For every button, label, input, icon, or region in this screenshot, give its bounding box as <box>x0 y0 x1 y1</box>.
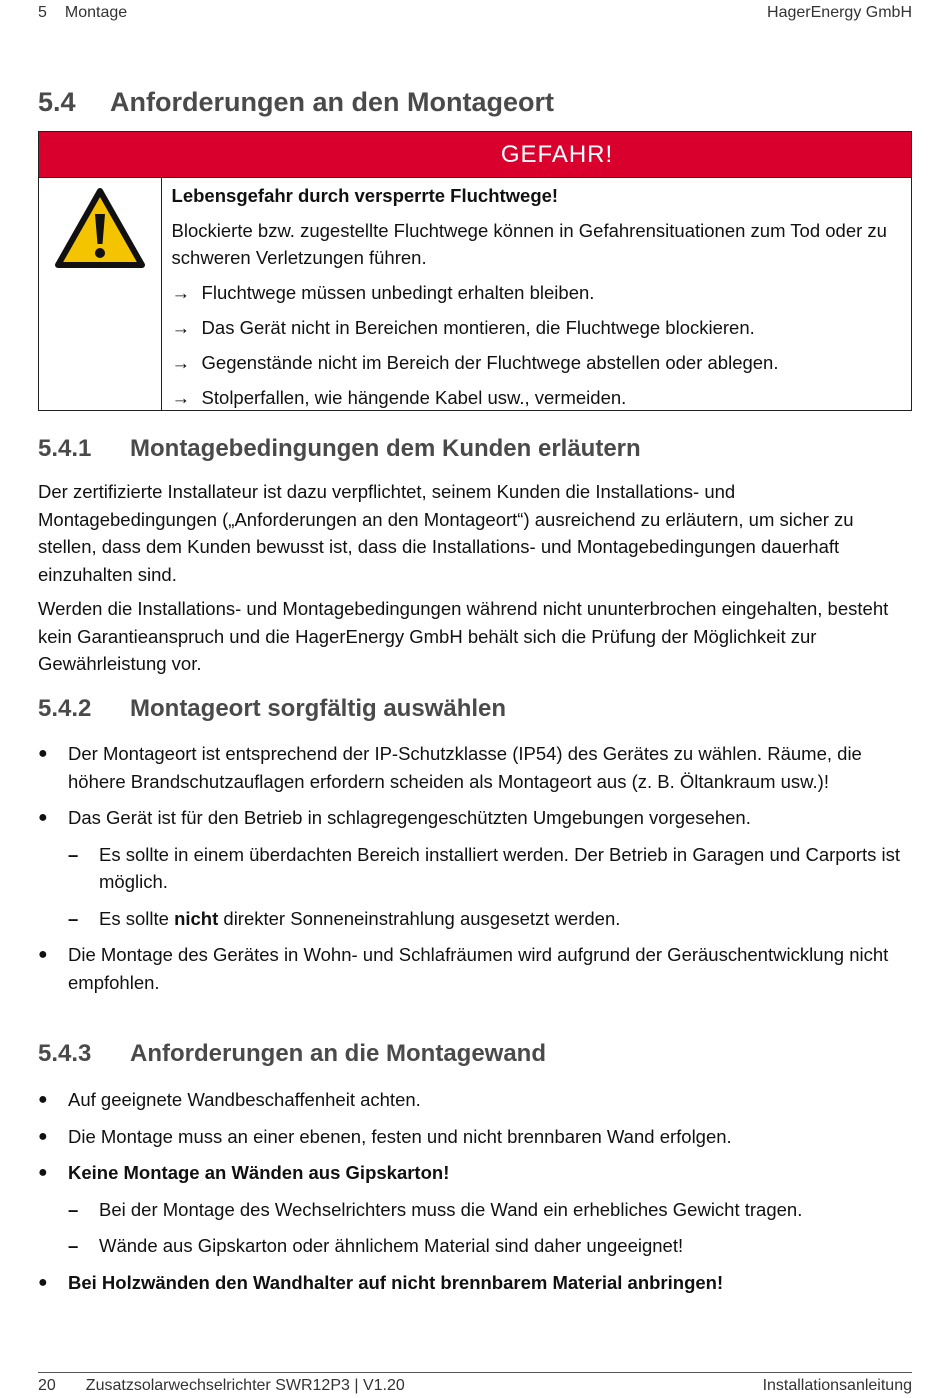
paragraph: Werden die Installations- und Montagebedingungen während nicht ununterbrochen eingehalten, besteht kein Garantieanspruch und die HagerEnergy GmbH behält sich die Prüfung der Möglichkeit zur Gewährleistung vor. <box>38 598 889 674</box>
list-item: ● Die Montage des Gerätes in Wohn- und Schlafräumen wird aufgrund der Geräuschentwicklung nicht empfohlen. <box>38 941 912 996</box>
page-footer <box>38 1372 912 1395</box>
warning-text <box>162 178 911 410</box>
arrow-icon: → <box>171 387 191 408</box>
header-company: HagerEnergy GmbH <box>767 4 912 21</box>
bullet-icon: ● <box>38 809 48 826</box>
warning-action-item: → Das Gerät nicht in Bereichen montieren, die Fluchtwege blockieren. <box>172 314 899 341</box>
list-item: ● Keine Montage an Wänden aus Gipskarton! <box>38 1159 912 1187</box>
warning-action-item: → Fluchtwege müssen unbedingt erhalten bleiben. <box>172 279 899 306</box>
subsection-number: 5.4.3 <box>38 1040 92 1067</box>
dash-icon: – <box>68 843 79 865</box>
list-item: ● Das Gerät ist für den Betrieb in schlagregengeschützten Umgebungen vorgesehen. <box>38 804 912 832</box>
warning-triangle-icon <box>53 186 147 270</box>
subsection-title-5-4-2 <box>38 695 506 723</box>
header-chapter-title: Montage <box>64 4 128 21</box>
subsection-5-4-1-body <box>38 478 908 685</box>
warning-description: Blockierte bzw. zugestellte Fluchtwege können in Gefahrensituationen zum Tod oder zu schweren Verletzungen führen. <box>171 220 887 268</box>
list-item: ● Der Montageort ist entsprechend der IP-Schutzklasse (IP54) des Gerätes zu wählen. Räume, die höhere Brandschutzauflagen erfordern scheiden als Montageort aus (z. B. Öltankraum usw.)! <box>38 740 912 795</box>
list-item: ● Auf geeignete Wandbeschaffenheit achten. <box>38 1086 912 1114</box>
subsection-5-4-2-list <box>38 740 912 1005</box>
subsection-title-text: Anforderungen an die Montagewand <box>130 1040 547 1067</box>
section-number: 5.4 <box>38 87 76 117</box>
footer-product: Zusatzsolarwechselrichter SWR12P3 | V1.20 <box>85 1377 405 1394</box>
dash-icon: – <box>68 907 79 929</box>
arrow-icon: → <box>171 282 191 303</box>
warning-title: Lebensgefahr durch versperrte Fluchtwege! <box>171 185 559 206</box>
bullet-icon: ● <box>38 946 48 963</box>
footer-document-type: Installationsanleitung <box>762 1377 912 1394</box>
bullet-icon: ● <box>38 1091 48 1108</box>
arrow-icon: → <box>171 352 191 373</box>
bullet-icon: ● <box>38 1164 48 1181</box>
sub-list-item: – Bei der Montage des Wechselrichters muss die Wand ein erhebliches Gewicht tragen. <box>38 1196 912 1224</box>
section-title <box>38 87 554 118</box>
page-header <box>38 2 912 24</box>
bullet-icon: ● <box>38 745 48 762</box>
list-item: ● Die Montage muss an einer ebenen, festen und nicht brennbaren Wand erfolgen. <box>38 1123 912 1151</box>
sub-list-item: – Es sollte in einem überdachten Bereich installiert werden. Der Betrieb in Garagen und Carports ist möglich. <box>38 841 912 896</box>
header-chapter-number: 5 <box>38 4 47 21</box>
section-title-text: Anforderungen an den Montageort <box>110 87 554 117</box>
subsection-title-text: Montagebedingungen dem Kunden erläutern <box>130 435 641 462</box>
sub-list-item: – Es sollte nicht direkter Sonneneinstrahlung ausgesetzt werden. <box>38 905 912 933</box>
subsection-title-5-4-1 <box>38 435 641 463</box>
subsection-number: 5.4.1 <box>38 435 92 462</box>
paragraph: Der zertifizierte Installateur ist dazu verpflichtet, seinem Kunden die Installations- und Montagebedingungen („Anforderungen an den Montageort“) ausreichend zu erläutern, um sicher zu stellen, dass dem Kunden bewusst ist, dass die Installations- und Montagebedingungen dauerhaft einzuhalten sind. <box>38 481 854 585</box>
sub-list-item: – Wände aus Gipskarton oder ähnlichem Material sind daher ungeeignet! <box>38 1232 912 1260</box>
subsection-title-5-4-3 <box>38 1040 546 1068</box>
subsection-5-4-3-list <box>38 1086 912 1305</box>
warning-action-item: → Gegenstände nicht im Bereich der Fluchtwege abstellen oder ablegen. <box>172 349 899 376</box>
bullet-icon: ● <box>38 1273 48 1291</box>
subsection-number: 5.4.2 <box>38 695 92 722</box>
danger-label: GEFAHR! <box>39 132 911 178</box>
warning-icon-cell <box>39 178 162 410</box>
dash-icon: – <box>68 1235 79 1256</box>
page-number: 20 <box>38 1377 56 1394</box>
danger-warning-box <box>38 131 912 411</box>
footer-left <box>38 1377 435 1395</box>
bullet-icon: ● <box>38 1127 48 1145</box>
list-item: ● Bei Holzwänden den Wandhalter auf nicht brennbarem Material anbringen! <box>38 1269 912 1297</box>
header-chapter <box>38 4 145 22</box>
dash-icon: – <box>68 1198 79 1220</box>
subsection-title-text: Montageort sorgfältig auswählen <box>130 695 507 722</box>
arrow-icon: → <box>171 317 191 338</box>
warning-action-item: → Stolperfallen, wie hängende Kabel usw., vermeiden. <box>172 384 899 411</box>
